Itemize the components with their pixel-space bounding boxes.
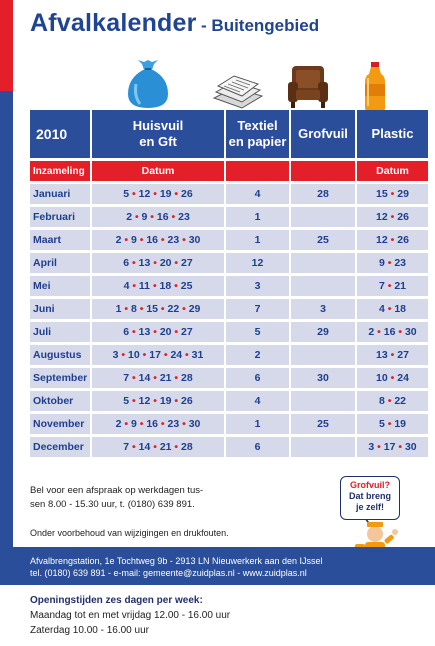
- date-separator-dot: •: [132, 211, 142, 223]
- collection-date: 28: [181, 372, 193, 384]
- collection-date: 25: [180, 280, 193, 292]
- left-blue-stripe: [0, 91, 13, 547]
- huisvuil-dates-cell: [92, 391, 226, 411]
- date-separator-dot: •: [179, 234, 189, 246]
- huisvuil-dates-cell: [92, 276, 226, 296]
- grofvuil-date-cell: 29: [291, 322, 357, 342]
- collection-date: 12: [376, 211, 388, 223]
- table-row: [30, 391, 428, 411]
- date-separator-dot: •: [129, 441, 139, 453]
- plastic-dates-cell: [357, 230, 428, 250]
- textiel-date-cell: 4: [226, 391, 291, 411]
- month-cell: Maart: [30, 230, 92, 250]
- date-separator-dot: •: [150, 326, 160, 338]
- date-separator-dot: •: [139, 349, 150, 361]
- grofvuil-date-cell: 25: [291, 414, 357, 434]
- huisvuil-dates-cell: [92, 345, 226, 365]
- textiel-date-cell: 6: [226, 368, 291, 388]
- collection-date: 19: [159, 188, 172, 200]
- footer-contact: tel. (0180) 639 891 - e-mail: gemeente@zuidplas.nl - www.zuidplas.nl: [30, 568, 307, 578]
- date-separator-dot: •: [384, 257, 395, 269]
- collection-date: 4: [123, 280, 130, 292]
- date-separator-dot: •: [168, 211, 179, 223]
- collection-date: 23: [178, 211, 190, 223]
- collection-date: 6: [123, 326, 130, 338]
- collection-date: 31: [191, 349, 204, 361]
- collection-date: 27: [181, 257, 193, 269]
- date-separator-dot: •: [150, 441, 160, 453]
- collection-date: 2: [368, 326, 375, 338]
- date-separator-dot: •: [387, 234, 398, 246]
- footer-address: Afvalbrengstation, 1e Tochtweg 9b - 2913 LN Nieuwerkerk aan den IJssel: [30, 556, 323, 566]
- collection-date: 19: [159, 395, 172, 407]
- collection-date: 24: [397, 372, 409, 384]
- grofvuil-date-cell: [291, 345, 357, 365]
- plastic-dates-cell: [357, 207, 428, 227]
- collection-date: 15: [376, 188, 388, 200]
- table-row: [30, 230, 428, 250]
- month-cell: September: [30, 368, 92, 388]
- date-separator-dot: •: [171, 280, 181, 292]
- date-separator-dot: •: [384, 395, 395, 407]
- collection-date: 23: [167, 234, 180, 246]
- date-separator-dot: •: [129, 280, 139, 292]
- collection-date: 16: [146, 234, 158, 246]
- opening-hours-saturday: Zaterdag 10.00 - 16.00 uur: [30, 625, 149, 636]
- opening-hours-heading: Openingstijden zes dagen per week:: [30, 595, 203, 606]
- collection-date: 9: [378, 257, 385, 269]
- column-header-plastic: Plastic: [357, 110, 428, 158]
- datum-label-textiel: [226, 161, 291, 181]
- date-separator-dot: •: [171, 372, 182, 384]
- month-cell: Juli: [30, 322, 92, 342]
- collection-date: 5: [123, 395, 130, 407]
- date-separator-dot: •: [121, 303, 131, 315]
- collection-date: 12: [138, 395, 151, 407]
- grofvuil-date-cell: 28: [291, 184, 357, 204]
- plastic-dates-cell: [357, 276, 428, 296]
- collection-date: 23: [394, 257, 407, 269]
- textiel-date-cell: 2: [226, 345, 291, 365]
- date-separator-dot: •: [136, 303, 147, 315]
- date-separator-dot: •: [158, 303, 168, 315]
- date-separator-dot: •: [384, 303, 395, 315]
- grofvuil-date-cell: 30: [291, 368, 357, 388]
- date-separator-dot: •: [374, 326, 384, 338]
- textiel-date-cell: 1: [226, 230, 291, 250]
- datum-label-plastic: Datum: [357, 161, 428, 181]
- date-separator-dot: •: [118, 349, 129, 361]
- collection-date: 13: [138, 257, 151, 269]
- collection-date: 30: [188, 418, 201, 430]
- datum-label-huisvuil: Datum: [92, 161, 226, 181]
- plastic-dates-cell: [357, 184, 428, 204]
- plastic-bottle-icon: [364, 62, 386, 112]
- collection-date: 21: [159, 372, 172, 384]
- collection-date: 17: [149, 349, 161, 361]
- opening-hours-weekdays: Maandag tot en met vrijdag 12.00 - 16.00 uur: [30, 610, 231, 621]
- month-cell: Juni: [30, 299, 92, 319]
- date-separator-dot: •: [158, 418, 168, 430]
- collection-date: 29: [188, 303, 201, 315]
- table-row: [30, 207, 428, 227]
- date-separator-dot: •: [160, 349, 171, 361]
- plastic-dates-cell: [357, 437, 428, 457]
- collection-date: 9: [130, 234, 137, 246]
- date-separator-dot: •: [171, 441, 182, 453]
- collection-date: 26: [397, 234, 409, 246]
- collection-date: 4: [378, 303, 385, 315]
- collection-date: 8: [130, 303, 137, 315]
- huisvuil-dates-cell: [92, 253, 226, 273]
- collection-date: 7: [123, 372, 130, 384]
- date-separator-dot: •: [129, 326, 139, 338]
- collection-date: 16: [383, 326, 396, 338]
- huisvuil-dates-cell: [92, 184, 226, 204]
- month-cell: November: [30, 414, 92, 434]
- collection-date: 14: [138, 372, 151, 384]
- date-separator-dot: •: [374, 441, 384, 453]
- collection-date: 18: [394, 303, 407, 315]
- plastic-dates-cell: [357, 345, 428, 365]
- page-title: [30, 9, 319, 38]
- textiel-date-cell: 5: [226, 322, 291, 342]
- collection-date: 3: [112, 349, 119, 361]
- table-row: [30, 414, 428, 434]
- table-row: [30, 345, 428, 365]
- collection-date: 8: [378, 395, 385, 407]
- collection-date: 5: [123, 188, 130, 200]
- textiel-date-cell: 1: [226, 207, 291, 227]
- collection-date: 1: [115, 303, 122, 315]
- collection-date: 27: [397, 349, 409, 361]
- table-row: [30, 253, 428, 273]
- textiel-date-cell: 12: [226, 253, 291, 273]
- date-separator-dot: •: [129, 372, 139, 384]
- garbage-bag-icon: [124, 60, 172, 110]
- textiel-date-cell: 4: [226, 184, 291, 204]
- date-separator-dot: •: [129, 395, 139, 407]
- collection-date: 23: [167, 418, 180, 430]
- collection-date: 20: [159, 257, 172, 269]
- plastic-dates-cell: [357, 299, 428, 319]
- table-subheader-row: [30, 161, 428, 181]
- month-cell: Februari: [30, 207, 92, 227]
- grofvuil-date-cell: 25: [291, 230, 357, 250]
- collection-date: 26: [181, 188, 193, 200]
- collection-date: 12: [376, 234, 388, 246]
- grofvuil-date-cell: [291, 276, 357, 296]
- table-row: [30, 184, 428, 204]
- date-separator-dot: •: [136, 418, 147, 430]
- collection-date: 2: [115, 418, 122, 430]
- date-separator-dot: •: [179, 303, 189, 315]
- collection-date: 3: [368, 441, 375, 453]
- month-cell: Januari: [30, 184, 92, 204]
- grofvuil-date-cell: [291, 207, 357, 227]
- collection-date: 13: [376, 349, 388, 361]
- disclaimer-note: Onder voorbehoud van wijzigingen en drukfouten.: [30, 528, 229, 538]
- table-row: [30, 299, 428, 319]
- plastic-dates-cell: [357, 322, 428, 342]
- collection-date: 16: [156, 211, 169, 223]
- date-separator-dot: •: [150, 372, 160, 384]
- date-separator-dot: •: [387, 211, 398, 223]
- date-separator-dot: •: [150, 395, 160, 407]
- date-separator-dot: •: [179, 418, 189, 430]
- grofvuil-date-cell: [291, 253, 357, 273]
- huisvuil-dates-cell: [92, 414, 226, 434]
- collection-date: 21: [394, 280, 407, 292]
- table-header-row: [30, 110, 428, 158]
- armchair-icon: [286, 64, 330, 110]
- footer-address-bar: [0, 547, 435, 585]
- datum-label-grofvuil: [291, 161, 357, 181]
- month-cell: December: [30, 437, 92, 457]
- collection-date: 9: [130, 418, 137, 430]
- table-row: [30, 276, 428, 296]
- huisvuil-dates-cell: [92, 368, 226, 388]
- huisvuil-dates-cell: [92, 299, 226, 319]
- column-header-huisvuil: Huisvuil en Gft: [92, 110, 226, 158]
- month-cell: Oktober: [30, 391, 92, 411]
- date-separator-dot: •: [129, 257, 139, 269]
- collection-date: 24: [170, 349, 183, 361]
- date-separator-dot: •: [171, 326, 182, 338]
- date-separator-dot: •: [171, 257, 182, 269]
- collection-date: 7: [123, 441, 130, 453]
- huisvuil-dates-cell: [92, 230, 226, 250]
- collection-date: 2: [126, 211, 133, 223]
- collection-date: 22: [394, 395, 407, 407]
- textiel-date-cell: 1: [226, 414, 291, 434]
- collection-date: 22: [167, 303, 180, 315]
- collection-date: 19: [394, 418, 407, 430]
- column-header-grofvuil: Grofvuil: [291, 110, 357, 158]
- collection-date: 26: [397, 211, 409, 223]
- date-separator-dot: •: [150, 188, 160, 200]
- collection-date: 30: [188, 234, 201, 246]
- collection-date: 20: [159, 326, 172, 338]
- collection-date: 11: [138, 280, 151, 292]
- collection-date: 9: [141, 211, 148, 223]
- collection-date: 21: [159, 441, 172, 453]
- table-row: [30, 437, 428, 457]
- collection-date: 15: [146, 303, 158, 315]
- table-row: [30, 368, 428, 388]
- date-separator-dot: •: [387, 349, 398, 361]
- collection-date: 6: [123, 257, 130, 269]
- date-separator-dot: •: [384, 418, 395, 430]
- collection-date: 2: [115, 234, 122, 246]
- date-separator-dot: •: [121, 234, 131, 246]
- date-separator-dot: •: [395, 326, 405, 338]
- month-cell: April: [30, 253, 92, 273]
- date-separator-dot: •: [384, 280, 395, 292]
- collection-date: 18: [159, 280, 172, 292]
- opening-hours: [30, 593, 230, 638]
- collection-date: 7: [378, 280, 385, 292]
- huisvuil-dates-cell: [92, 437, 226, 457]
- collection-date: 13: [138, 326, 151, 338]
- date-separator-dot: •: [136, 234, 147, 246]
- huisvuil-dates-cell: [92, 207, 226, 227]
- collection-date: 26: [181, 395, 193, 407]
- collection-date: 12: [138, 188, 151, 200]
- date-separator-dot: •: [171, 395, 182, 407]
- textiel-date-cell: 7: [226, 299, 291, 319]
- date-separator-dot: •: [182, 349, 192, 361]
- date-separator-dot: •: [150, 280, 160, 292]
- collection-date: 14: [138, 441, 151, 453]
- grofvuil-date-cell: [291, 437, 357, 457]
- title-main: Afvalkalender: [30, 9, 197, 37]
- date-separator-dot: •: [158, 234, 168, 246]
- textiel-date-cell: 6: [226, 437, 291, 457]
- collection-date: 28: [181, 441, 193, 453]
- date-separator-dot: •: [387, 188, 398, 200]
- appointment-note: Bel voor een afspraak op werkdagen tus- sen 8.00 - 15.30 uur, t. (0180) 639 891.: [30, 485, 204, 510]
- grofvuil-date-cell: 3: [291, 299, 357, 319]
- date-separator-dot: •: [150, 257, 160, 269]
- date-separator-dot: •: [129, 188, 139, 200]
- title-sub: - Buitengebied: [201, 16, 320, 35]
- collection-date: 29: [397, 188, 409, 200]
- speech-bubble: Grofvuil? Dat breng je zelf!: [340, 476, 400, 520]
- table-body: [30, 184, 428, 457]
- collection-date: 5: [378, 418, 385, 430]
- date-separator-dot: •: [171, 188, 182, 200]
- month-cell: Augustus: [30, 345, 92, 365]
- column-header-textiel: Textiel en papier: [226, 110, 291, 158]
- year-header: 2010: [30, 110, 92, 158]
- plastic-dates-cell: [357, 414, 428, 434]
- newspapers-icon: [212, 72, 264, 110]
- plastic-dates-cell: [357, 391, 428, 411]
- grofvuil-date-cell: [291, 391, 357, 411]
- collection-date: 30: [404, 441, 417, 453]
- date-separator-dot: •: [147, 211, 157, 223]
- date-separator-dot: •: [121, 418, 131, 430]
- collection-date: 10: [376, 372, 388, 384]
- left-red-stripe: [0, 0, 13, 91]
- date-separator-dot: •: [387, 372, 398, 384]
- textiel-date-cell: 3: [226, 276, 291, 296]
- collection-date: 10: [128, 349, 140, 361]
- huisvuil-dates-cell: [92, 322, 226, 342]
- month-cell: Mei: [30, 276, 92, 296]
- plastic-dates-cell: [357, 253, 428, 273]
- plastic-dates-cell: [357, 368, 428, 388]
- date-separator-dot: •: [395, 441, 405, 453]
- collection-calendar-table: [30, 107, 428, 460]
- inzameling-label: Inzameling: [30, 161, 92, 181]
- collection-date: 17: [383, 441, 396, 453]
- collection-date: 30: [404, 326, 417, 338]
- collection-date: 27: [181, 326, 193, 338]
- table-row: [30, 322, 428, 342]
- collection-date: 16: [146, 418, 158, 430]
